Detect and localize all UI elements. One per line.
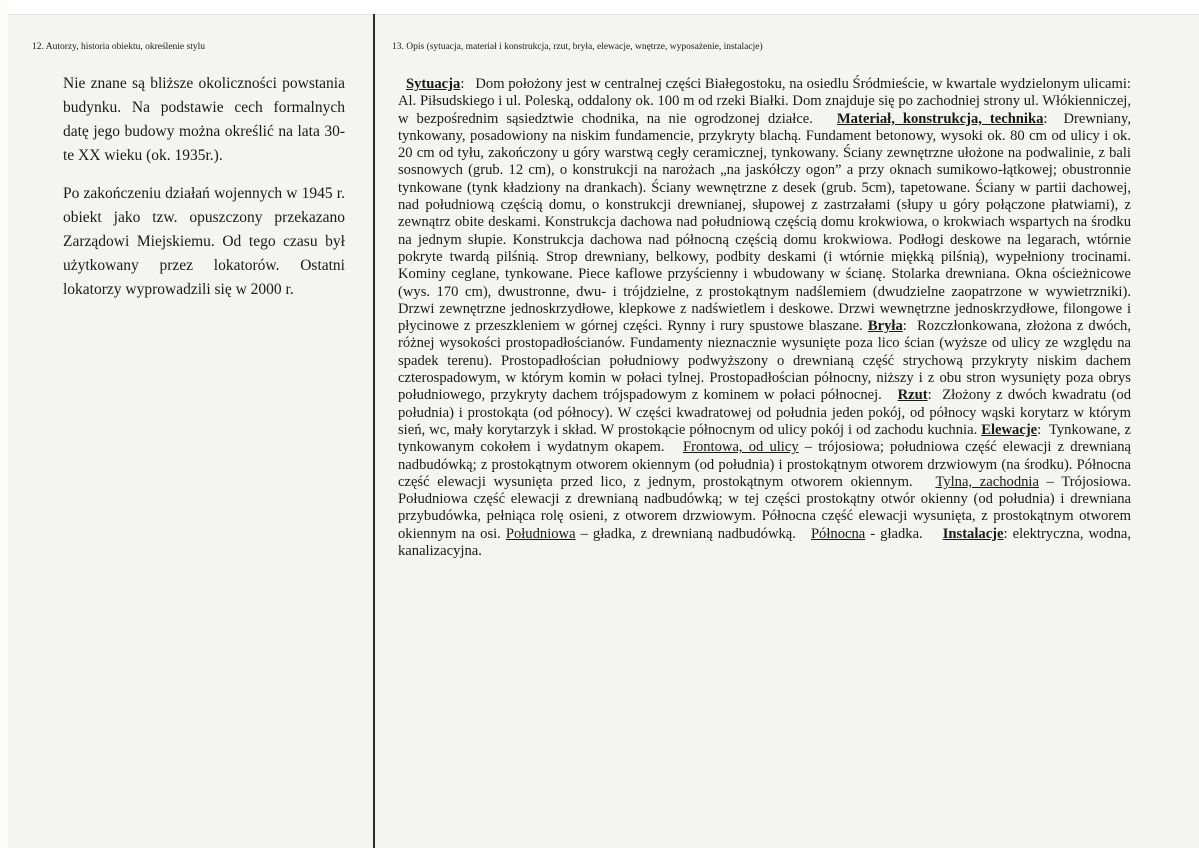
scan-top-edge bbox=[0, 0, 1199, 15]
section-12-heading: 12. Autorzy, historia obiektu, określenie stylu bbox=[32, 42, 205, 52]
material-label: Materiał, konstrukcja, technika bbox=[836, 110, 1044, 127]
scan-left-edge bbox=[0, 0, 8, 848]
instalacje-label: Instalacje bbox=[942, 525, 1004, 542]
frontowa-label: Frontowa, od ulicy bbox=[682, 439, 799, 456]
poludniowa-label: Południowa bbox=[505, 525, 576, 542]
description-paragraph: Sytuacja: Dom położony jest w centralnej części Białegostoku, na osiedlu Śródmieście, w kwartale wydzielonym ulicami: Al. Piłsudskiego i ul. Poleską, oddalony ok. 100 m od rzeki Białki. Dom znajduje się po zachodniej strony ul. Włókienniczej, w bezpośrednim sąsiedztwie chodnika, na nie ogrodzonej działce. Materiał, konstrukcja, technika: Drewniany, tynkowany, posadowiony na niskim fundamencie, przykryty blachą. Fundament betonowy, wysoki ok. 80 cm od ulicy i ok. 20 cm od tyłu, zakończony u góry warstwą cegły ceramicznej, tynkowany. Ściany zewnętrzne ułożone na podwalinie, z bali sosnowych (grub. 12 cm), o konstrukcji na narożach „na jaskółczy ogon” a przy oknach sumikowo-łątkowej; obustronnie tynkowane (tynk kładziony na drankach). Ściany wewnętrzne z desek (grub. 5cm), tapetowane. Ściany w partii dachowej, nad południową częścią domu, o konstrukcji drewnianej, słupowej z zastrzałami (słupy u góry połączone płatwiami), z zewnątrz obite deskami. Konstrukcja dachowa nad południową częścią domu krokwiowa, o krokwiach wspartych na środku na jednym słupie. Konstrukcja dachowa nad północną częścią domu krokwiowa. Podłogi deskowe na legarach, wtórnie pokryte twardą pilśnią. Strop drewniany, belkowy, podbity deskami (i wtórnie miękką pilśnią), wypełniony trocinami. Kominy ceglane, tynkowane. Piece kaflowe przyścienny i wbudowany w ścianę. Stolarka drewniana. Okna ościeżnicowe (wys. 170 cm), dwustronne, dwu- i trójdzielne, z prostokątnym nadślemiem (dwudzielne zaopatrzone w wywietrzniki). Drzwi zewnętrzne jednoskrzydłowe, klepkowe z nadświetlem i deskowe. Drzwi wewnętrzne jednoskrzydłowe, filongowe i płycinowe z przeszkleniem w górnej części. Rynny i rury spustowe blaszane. Bryła: Rozczłonkowana, złożona z dwóch, różnej wysokości prostopadłościanów. Fundamenty nieznacznie wysunięte poza lico ścian (wyższe od ulicy ze względu na spadek terenu). Prostopadłościan południowy podwyższony o drewnianą część strychową przykryty niskim dachem czterospadowym, w którym komin w połaci tylnej. Prostopadłościan północny, niższy i z obu stron wysunięty poza obrys południowego, przykryty dachem trójspadowym z kominem w połaci północnej. Rzut: Złożony z dwóch kwadratu (od południa) i prostokąta (od północy). W części kwadratowej od południa jeden pokój, od północy wąski korytarz w którym sień, wc, mały korytarzyk i skład. W prostokącie północnym od ulicy pokój i od zachodu kuchnia. Elewacje: Tynkowane, z tynkowanym cokołem i wydatnym okapem. Frontowa, od ulicy – trójosiowa; południowa część elewacji z drewnianą nadbudówką; z prostokątnym otworem okiennym (od południa) i prostokątnym otworem drzwiowym (na środku). Północna część elewacji wysunięta przed lico, z jednym, prostokątnym otworem okiennym. Tylna, zachodnia – Trójosiowa. Południowa część elewacji z drewnianą nadbudówką; w tej części prostokątny otwór okienny (od południa) i drewniana przybudówka, pełniąca rolę osieni, z otworem drzwiowym. Północna część elewacji wysunięta, z prostokątnym otworem okiennym na osi. Południowa – gładka, z drewnianą nadbudówką. Północna - gładka. Instalacje: elektryczna, wodna, kanalizacyjna. bbox=[398, 76, 1132, 560]
sytuacja-text: Dom położony jest w centralnej części Białegostoku, na osiedlu Śródmieście, w kwartale wydzielonym ulicami: Al. Piłsudskiego i ul. Poleską, oddalony ok. 100 m od rzeki Białki. Dom znajduje się po zachodniej strony ul. Włókienniczej, w bezpośrednim sąsiedztwie chodnika, na nie ogrodzonej działce. bbox=[398, 76, 1131, 127]
column-divider bbox=[373, 14, 375, 848]
section-13-heading: 13. Opis (sytuacja, materiał i konstrukcja, rzut, bryła, elewacje, wnętrze, wyposażenie, instalacje) bbox=[392, 42, 763, 52]
bryla-label: Bryła bbox=[867, 318, 903, 335]
instalacje-text: : elektryczna, wodna, kanalizacyjna. bbox=[398, 525, 1132, 560]
polnocna-text: - gładka. bbox=[870, 525, 923, 542]
polnocna-label: Północna bbox=[810, 525, 866, 542]
tylna-label: Tylna, zachodnia bbox=[935, 473, 1039, 490]
frontowa-text: – trójosiowa; południowa część elewacji z drewnianą nadbudówką; z prostokątnym otworem okiennym (od południa) i prostokątnym otworem drzwiowym (na środku). Północna część elewacji wysunięta przed lico, z jednym, prostokątnym otworem okiennym. bbox=[398, 439, 1131, 490]
poludniowa-text: – gładka, z drewnianą nadbudówką. bbox=[580, 525, 796, 542]
elewacje-text: Tynkowane, z tynkowanym cokołem i wydatnym okapem. bbox=[398, 421, 1131, 456]
rzut-label: Rzut bbox=[897, 387, 928, 404]
bryla-text: Rozczłonkowana, złożona z dwóch, różnej wysokości prostopadłościanów. Fundamenty nieznacznie wysunięte poza lico ścian (wyższe od ulicy ze względu na spadek terenu). Prostopadłościan południowy podwyższony o drewnianą część strychową przykryty niskim dachem czterospadowym, w którym komin w połaci tylnej. Prostopadłościan północny, niższy i z obu stron wysunięty poza obrys południowego, przykryty dachem trójspadowym z kominem w połaci północnej. bbox=[398, 318, 1131, 404]
section-13-body bbox=[398, 76, 1131, 560]
history-paragraph-1: Nie znane są bliższe okoliczności powstania budynku. Na podstawie cech formalnych datę jego budowy można określić na lata 30-te XX wieku (ok. 1935r.). bbox=[63, 75, 345, 164]
tylna-text: – Trójosiowa. Południowa część elewacji z drewnianą nadbudówką; w tej części prostokątny otwór okienny (od południa) i drewniana przybudówka, pełniąca rolę osieni, z otworem drzwiowym. Północna część elewacji wysunięta, z prostokątnym otworem okiennym na osi. bbox=[398, 473, 1131, 542]
section-12-body bbox=[63, 72, 345, 316]
history-paragraph-2: Po zakończeniu działań wojennych w 1945 r. obiekt jako tzw. opuszczony przekazano Zarządowi Miejskiemu. Od tego czasu był użytkowany przez lokatorów. Ostatni lokatorzy wyprowadzili się w 2000 r. bbox=[63, 185, 345, 298]
material-text: Drewniany, tynkowany, posadowiony na niskim fundamencie, przykryty blachą. Fundament betonowy, wysoki ok. 80 cm od ulicy i ok. 20 cm od tyłu, zakończony u góry warstwą cegły ceramicznej, tynkowany. Ściany zewnętrzne ułożone na podwalinie, z bali sosnowych (grub. 12 cm), o konstrukcji na narożach „na jaskółczy ogon” a przy oknach sumikowo-łątkowej; obustronnie tynkowane (tynk kładziony na drankach). Ściany wewnętrzne z desek (grub. 5cm), tapetowane. Ściany w partii dachowej, nad południową częścią domu, o konstrukcji drewnianej, słupowej z zastrzałami (słupy u góry połączone płatwiami), z zewnątrz obite deskami. Konstrukcja dachowa nad południową częścią domu krokwiowa, o krokwiach wspartych na środku na jednym słupie. Konstrukcja dachowa nad północną częścią domu krokwiowa. Podłogi deskowe na legarach, wtórnie pokryte twardą pilśnią. Strop drewniany, belkowy, podbity deskami (i wtórnie miękką pilśnią), wypełniony trocinami. Kominy ceglane, tynkowane. Piece kaflowe przyścienny i wbudowany w ścianę. Stolarka drewniana. Okna ościeżnicowe (wys. 170 cm), dwustronne, dwu- i trójdzielne, z prostokątnym nadślemiem (dwudzielne zaopatrzone w wywietrzniki). Drzwi zewnętrzne jednoskrzydłowe, klepkowe z nadświetlem i deskowe. Drzwi wewnętrzne jednoskrzydłowe, filongowe i płycinowe z przeszkleniem w górnej części. Rynny i rury spustowe blaszane. bbox=[398, 110, 1131, 335]
elewacje-label: Elewacje bbox=[981, 421, 1038, 438]
sytuacja-label: Sytuacja bbox=[406, 76, 461, 92]
rzut-text: Złożony z dwóch kwadratu (od południa) i prostokąta (od północy). W części kwadratowej od południa jeden pokój, od północy wąski korytarz w którym sień, wc, mały korytarzyk i skład. W prostokącie północnym od ulicy pokój i od zachodu kuchnia. bbox=[398, 387, 1131, 438]
